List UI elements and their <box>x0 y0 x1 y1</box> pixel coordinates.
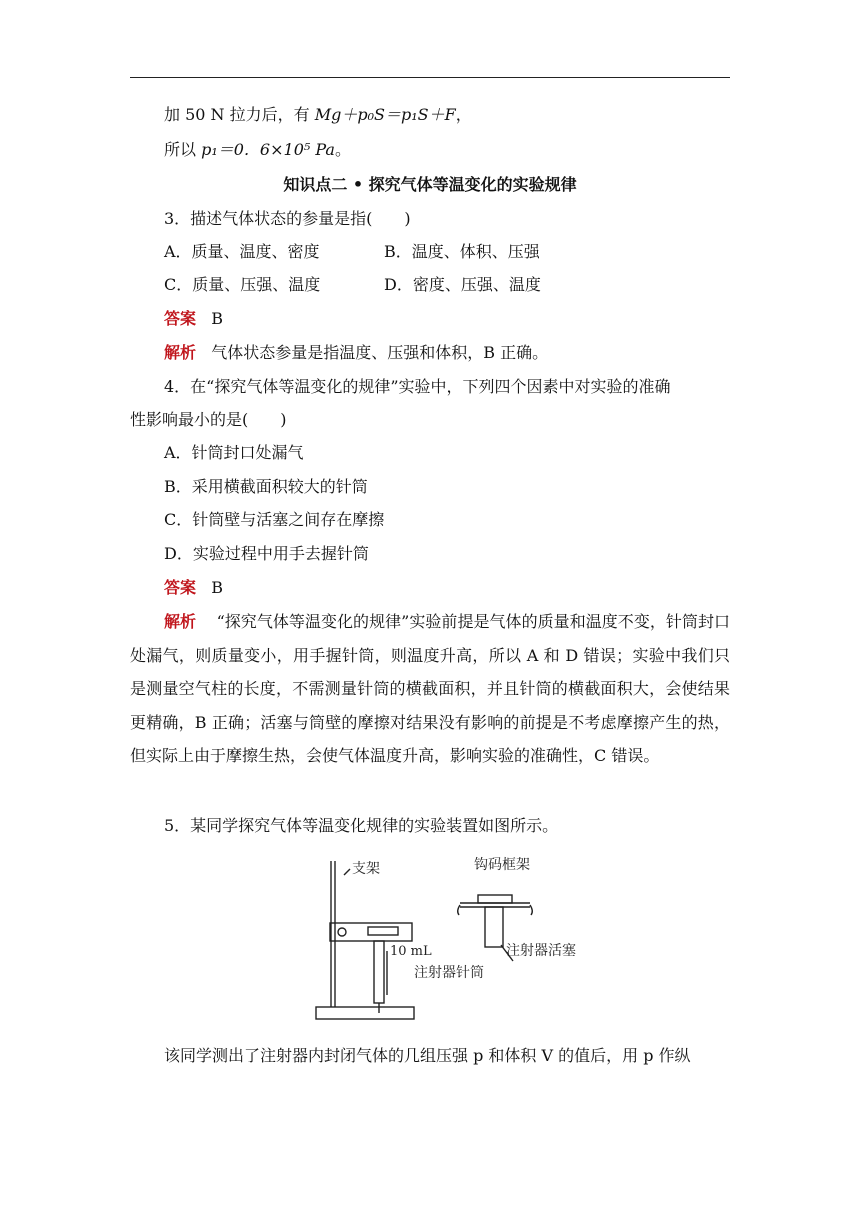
question-5-continuation: 该同学测出了注射器内封闭气体的几组压强 p 和体积 V 的值后，用 p 作纵 <box>164 1046 691 1065</box>
text-fragment: ， <box>455 105 472 124</box>
label-piston: 注射器活塞 <box>506 943 576 959</box>
stand-clamp <box>330 923 412 941</box>
label-volume: 10 mL <box>390 944 432 959</box>
question-4-option-a: A．针筒封口处漏气 <box>164 443 304 462</box>
question-3-stem: 3．描述气体状态的参量是指( ) <box>164 209 411 228</box>
answer-value: B <box>211 309 224 328</box>
question-4-stem-line1: 4．在“探究气体等温变化的规律”实验中，下列四个因素中对实验的准确 <box>164 377 671 396</box>
text-line-result <box>130 139 764 161</box>
text-fragment: 所以 <box>164 140 202 159</box>
question-3-option-d: D．密度、压强、温度 <box>384 275 541 294</box>
question-4-option-d: D．实验过程中用手去握针筒 <box>164 544 369 563</box>
section-heading: 知识点二 • 探究气体等温变化的实验规律 <box>283 175 577 194</box>
question-3-option-c: C．质量、压强、温度 <box>164 275 321 294</box>
question-3-analysis <box>130 342 764 364</box>
question-3-answer <box>130 308 764 330</box>
analysis-text: “探究气体等温变化的规律”实验前提是气体的质量和温度不变，针筒封口处漏气，则质量变小，用手握针筒，则温度升高，所以 A 和 D 错误；实验中我们只是测量空气柱的长度，不需测量针筒的横截面积，并且针筒的横截面积大，会使结果更精确，B 正确；活塞与筒壁的摩擦对结果没有影响的前提是不考虑摩擦产生的热，但实际上由于摩擦生热，会使气体温度升高，影响实验的准确性，C 错误。 <box>130 612 730 765</box>
equation: p₁＝0．6×10⁵ Pa <box>201 140 335 159</box>
question-4-option-c: C．针筒壁与活塞之间存在摩擦 <box>164 510 385 529</box>
apparatus-figure <box>310 855 600 1027</box>
answer-value: B <box>211 578 224 597</box>
syringe-barrel <box>374 941 384 1003</box>
analysis-label: 解析 <box>164 343 197 362</box>
question-3-option-a: A．质量、温度、密度 <box>164 242 320 261</box>
question-4-option-b: B．采用横截面积较大的针筒 <box>164 477 368 496</box>
question-3-option-b: B．温度、体积、压强 <box>384 242 540 261</box>
header-rule <box>130 77 730 78</box>
syringe-piston <box>485 907 503 947</box>
question-4-answer <box>130 577 764 599</box>
stand-base <box>316 1007 414 1019</box>
question-4-analysis <box>130 605 730 773</box>
equation: Mg＋p₀S＝p₁S＋F <box>314 105 456 124</box>
label-barrel: 注射器针筒 <box>414 965 484 981</box>
question-5-stem: 5．某同学探究气体等温变化规律的实验装置如图所示。 <box>164 816 559 835</box>
text-line-force-equation <box>130 104 764 126</box>
text-fragment: 。 <box>334 140 351 159</box>
analysis-text: 气体状态参量是指温度、压强和体积，B 正确。 <box>211 343 549 362</box>
answer-label: 答案 <box>164 578 197 597</box>
question-4-stem-line2: 性影响最小的是( ) <box>130 410 287 429</box>
analysis-label: 解析 <box>164 612 197 631</box>
text-fragment: 加 50 N 拉力后，有 <box>164 105 315 124</box>
label-stand: 支架 <box>352 861 380 877</box>
label-weight-frame: 钩码框架 <box>474 857 530 873</box>
answer-label: 答案 <box>164 309 197 328</box>
